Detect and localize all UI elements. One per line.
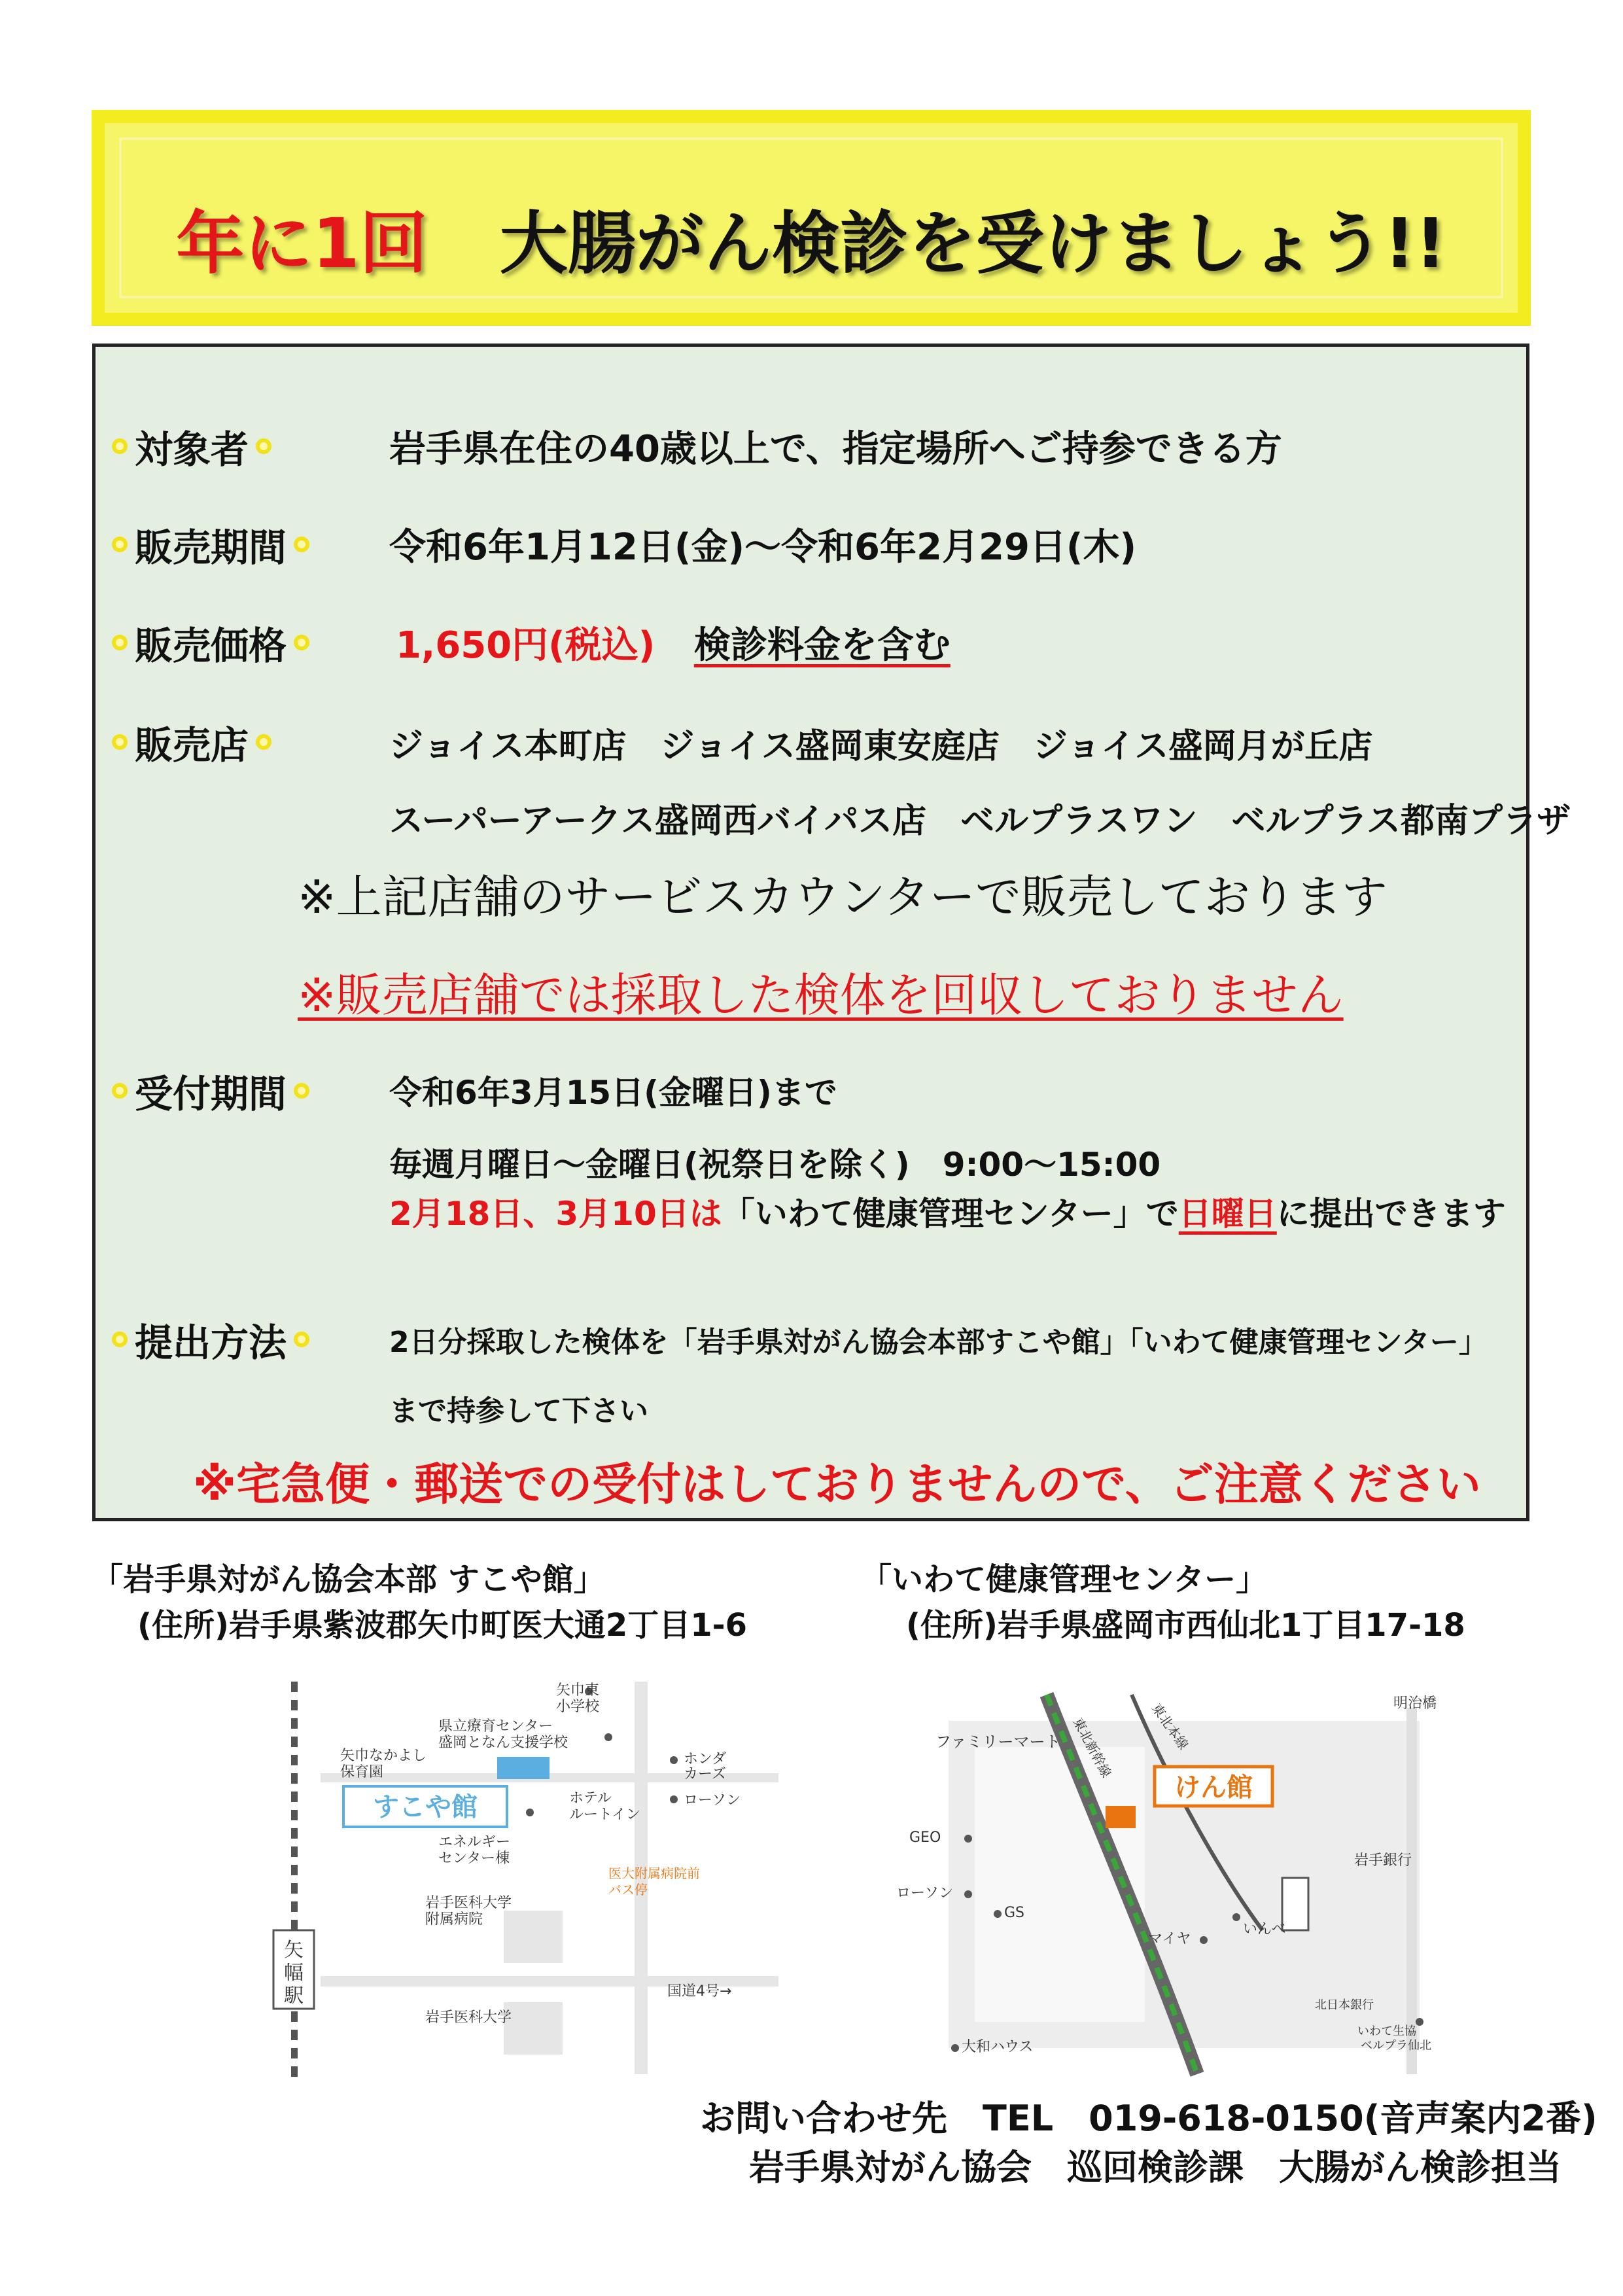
map-label: 岩手銀行 <box>1354 1852 1412 1869</box>
flower-icon <box>292 1330 311 1349</box>
map-label: 大和ハウス <box>962 2039 1034 2055</box>
flower-icon <box>110 633 130 652</box>
label-sale-period <box>105 517 317 572</box>
contact-line-1: お問い合わせ先 TEL 019-618-0150(音声案内2番) <box>700 2098 1597 2139</box>
map-label: 明治橋 <box>1393 1695 1437 1712</box>
sunday-word: 日曜日 <box>1178 1195 1277 1233</box>
map-label: 東北新幹線 <box>1070 1715 1115 1780</box>
title-main: 大腸がん検診を受けましょう!! <box>499 203 1446 283</box>
map-label: ホテル <box>569 1790 612 1807</box>
map-label: マイヤ <box>1148 1931 1191 1947</box>
sunday-tail: に提出できます <box>1276 1195 1506 1233</box>
map-badge-sukoyakan: すこや館 <box>373 1792 478 1822</box>
label-submission <box>105 1312 317 1367</box>
map-label: エネルギー <box>438 1834 511 1850</box>
label-text: 販売期間 <box>135 525 287 570</box>
label-text: 販売価格 <box>135 624 287 668</box>
map-label-bus-stop: 医大附属病院前 <box>608 1865 700 1881</box>
map-label: 矢巾東 <box>556 1682 600 1699</box>
submission-line-2: まで持参して下さい <box>389 1394 648 1428</box>
flower-icon <box>110 1081 130 1101</box>
map-label: ベルプラ仙北 <box>1361 2039 1431 2053</box>
map-label: GEO <box>909 1829 941 1846</box>
reception-line-3 <box>389 1188 1506 1235</box>
value-target: 岩手県在住の40歳以上で、指定場所へご持参できる方 <box>389 428 1282 470</box>
flower-icon <box>254 436 273 456</box>
stores-line-2: スーパーアークス盛岡西バイパス店 ベルプラスワン ベルプラス都南プラザ <box>389 802 1571 841</box>
label-price <box>105 615 317 670</box>
map-station-3: 駅 <box>284 1985 304 2007</box>
map-label: 盛岡となん支援学校 <box>438 1735 568 1751</box>
flower-icon <box>110 535 130 554</box>
value-sale-period: 令和6年1月12日(金)～令和6年2月29日(木) <box>389 526 1137 569</box>
contact-line-2: 岩手県対がん協会 巡回検診課 大腸がん検診担当 <box>749 2147 1562 2188</box>
location-kenkan-address: (住所)岩手県盛岡市西仙北1丁目17-18 <box>906 1607 1465 1644</box>
sunday-dates: 2月18日、3月10日は <box>389 1195 722 1233</box>
map-label: ホンダ <box>684 1751 727 1767</box>
label-text: 提出方法 <box>135 1320 287 1365</box>
map-label: ローソン <box>896 1885 954 1901</box>
map-label: 小学校 <box>556 1699 600 1715</box>
map-label: 附属病院 <box>425 1911 483 1928</box>
label-stores <box>105 715 279 769</box>
flower-icon <box>292 1081 311 1101</box>
label-reception-period <box>105 1063 317 1118</box>
note-no-mail: ※宅急便・郵送での受付はしておりませんので、ご注意ください <box>193 1459 1481 1511</box>
flower-icon <box>292 633 311 652</box>
map-label: 国道4号→ <box>667 1983 732 2000</box>
sunday-place: 「いわて健康管理センター」で <box>722 1195 1179 1233</box>
note-no-collection: ※販売店舗では採取した検体を回収しておりません <box>298 968 1344 1022</box>
map-sukoyakan <box>242 1675 818 2081</box>
map-label: 保育園 <box>340 1764 384 1780</box>
map-label: 東北本線 <box>1148 1701 1192 1753</box>
label-target <box>105 419 279 474</box>
label-text: 販売店 <box>135 723 249 768</box>
flower-icon <box>110 732 130 752</box>
map-badge-kenkan: けん館 <box>1174 1773 1253 1803</box>
map-label: 北日本銀行 <box>1315 1998 1374 2012</box>
location-sukoyakan-name: 「岩手県対がん協会本部 すこや館」 <box>92 1561 605 1598</box>
stores-line-1: ジョイス本町店 ジョイス盛岡東安庭店 ジョイス盛岡月が丘店 <box>389 727 1373 766</box>
map-label: GS <box>1004 1905 1025 1921</box>
map-label: ファミリーマート <box>935 1733 1061 1751</box>
page-title <box>105 188 1518 287</box>
map-label: 矢巾なかよし <box>340 1748 427 1764</box>
title-banner <box>92 110 1531 326</box>
location-kenkan-name: 「いわて健康管理センター」 <box>860 1561 1268 1598</box>
map-label: センター棟 <box>438 1850 510 1867</box>
map-kenkan <box>896 1682 1485 2087</box>
map-label: いわて生協 <box>1357 2024 1416 2038</box>
flower-icon <box>292 535 311 554</box>
flower-icon <box>110 1330 130 1349</box>
map-station-1: 矢 <box>284 1939 304 1962</box>
map-label: いんべ <box>1243 1921 1286 1937</box>
map-label: ルートイン <box>569 1807 640 1823</box>
label-text: 対象者 <box>135 427 249 472</box>
submission-line-1: 2日分採取した検体を「岩手県対がん協会本部すこや館」「いわて健康管理センター」 <box>389 1326 1488 1359</box>
map-station-2: 幅 <box>284 1962 304 1985</box>
map-label: 県立療育センター <box>438 1718 553 1735</box>
label-text: 受付期間 <box>135 1072 287 1116</box>
map-label: カーズ <box>684 1766 726 1782</box>
reception-line-1: 令和6年3月15日(金曜日)まで <box>389 1074 837 1112</box>
value-price <box>396 616 951 669</box>
location-sukoyakan-address: (住所)岩手県紫波郡矢巾町医大通2丁目1-6 <box>137 1607 747 1644</box>
note-service-counter: ※上記店舗のサービスカウンターで販売しております <box>298 870 1387 924</box>
map-label-bus: バス停 <box>608 1882 648 1898</box>
title-annual: 年に1回 <box>176 203 428 283</box>
price-amount: 1,650円(税込) <box>396 624 655 667</box>
map-label: ローソン <box>684 1792 741 1809</box>
price-note: 検診料金を含む <box>693 624 951 667</box>
reception-line-2: 毎週月曜日～金曜日(祝祭日を除く) 9:00～15:00 <box>389 1146 1161 1184</box>
map-label: 岩手医科大学 <box>425 2009 512 2026</box>
map-label: 岩手医科大学 <box>425 1895 512 1911</box>
flower-icon <box>110 436 130 456</box>
flower-icon <box>254 732 273 752</box>
